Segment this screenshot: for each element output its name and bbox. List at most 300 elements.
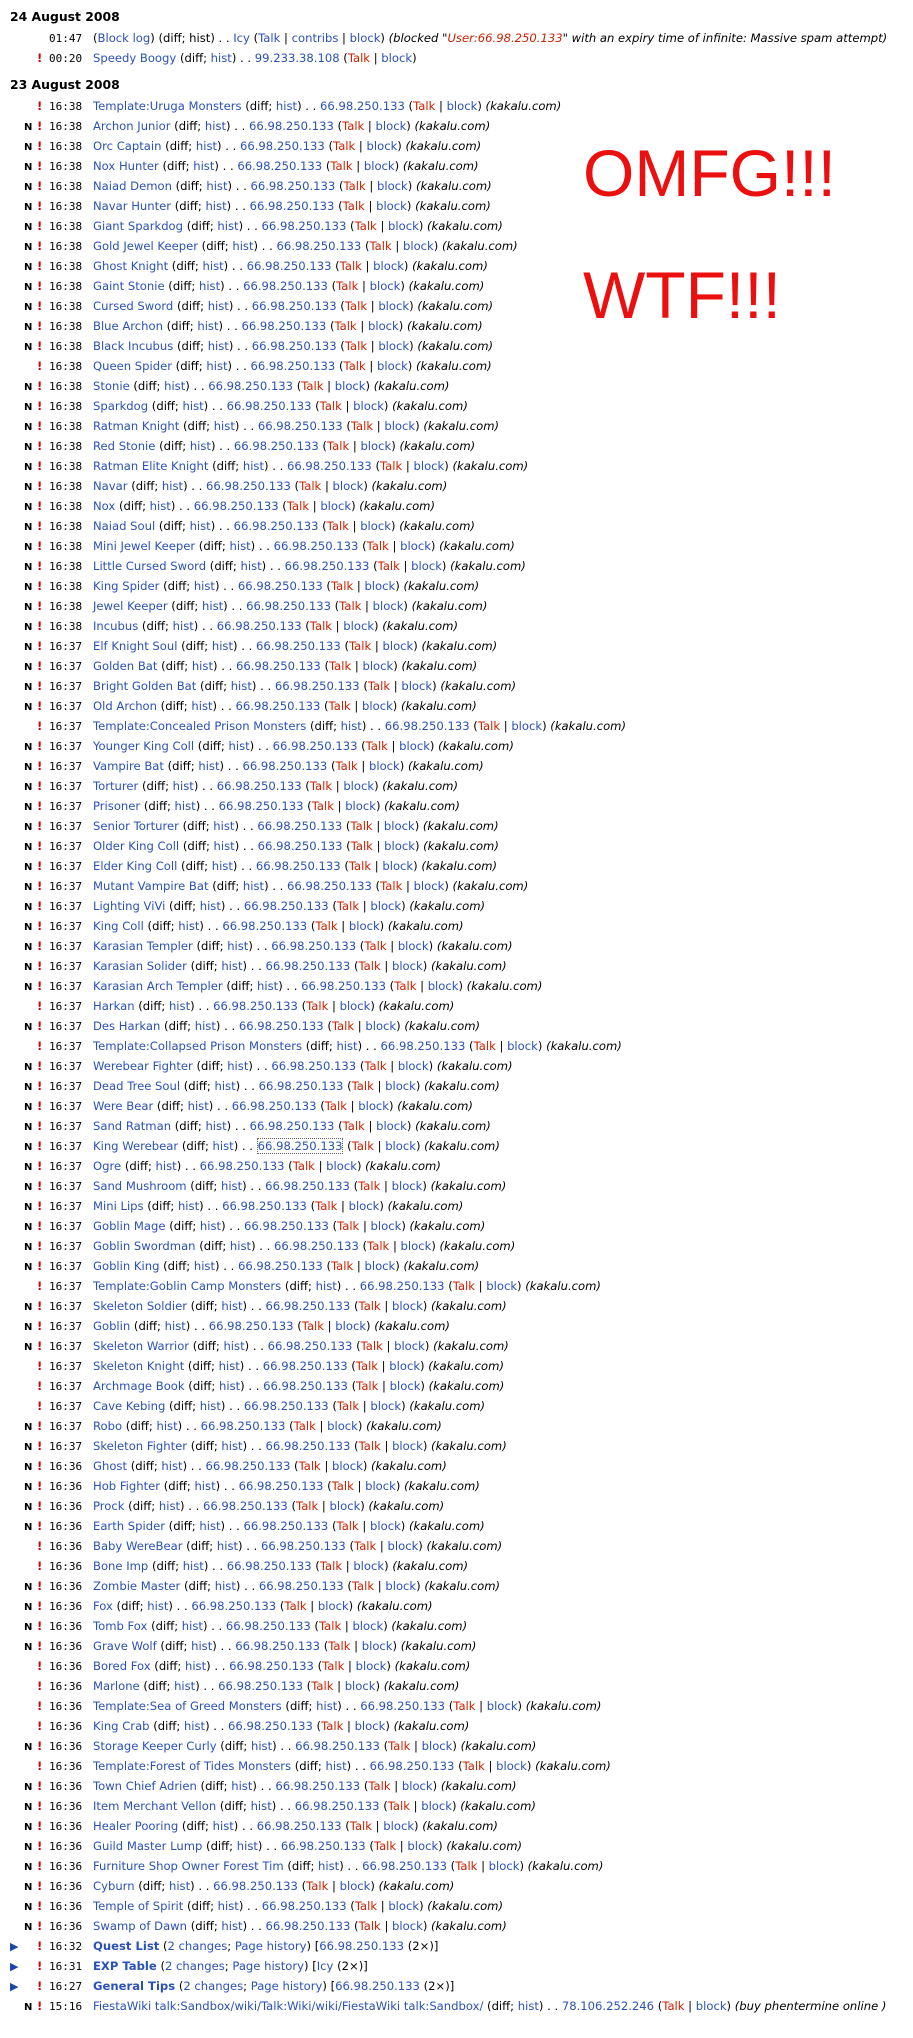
user-link[interactable]: 66.98.250.133 xyxy=(213,999,298,1013)
block-link[interactable]: block xyxy=(343,619,375,633)
hist-link[interactable]: hist xyxy=(211,639,233,653)
page-link[interactable]: Goblin xyxy=(93,1319,131,1333)
block-link[interactable]: block xyxy=(397,1059,429,1073)
hist-link[interactable]: hist xyxy=(229,539,251,553)
block-link[interactable]: block xyxy=(377,359,408,373)
talk-link[interactable]: Talk xyxy=(306,1879,329,1893)
user-link[interactable]: 66.98.250.133 xyxy=(261,1899,347,1913)
talk-link[interactable]: Talk xyxy=(462,1759,485,1773)
hist-link[interactable]: hist xyxy=(189,439,211,453)
hist-link[interactable]: hist xyxy=(182,399,204,413)
talk-link[interactable]: Talk xyxy=(337,1219,360,1233)
user-link[interactable]: 66.98.250.133 xyxy=(226,1559,312,1573)
user-link[interactable]: 66.98.250.133 xyxy=(199,1159,285,1173)
block-link[interactable]: block xyxy=(372,599,404,613)
block-link[interactable]: block xyxy=(413,459,445,473)
talk-link[interactable]: Talk xyxy=(347,51,371,65)
talk-link[interactable]: Talk xyxy=(299,479,322,493)
hist-link[interactable]: hist xyxy=(202,599,224,613)
user-link[interactable]: 66.98.250.133 xyxy=(228,1719,313,1733)
page-link[interactable]: Temple of Spirit xyxy=(93,1899,184,1913)
user-link[interactable]: 66.98.250.133 xyxy=(191,1599,277,1613)
block-link[interactable]: block xyxy=(334,379,366,393)
block-link[interactable]: block xyxy=(352,1619,384,1633)
talk-link[interactable]: Talk xyxy=(473,1039,496,1053)
page-link[interactable]: Swamp of Dawn xyxy=(93,1919,188,1933)
block-link[interactable]: block xyxy=(507,1039,538,1053)
user-link[interactable]: 66.98.250.133 xyxy=(262,1359,348,1373)
user-link[interactable]: 66.98.250.133 xyxy=(257,819,343,833)
hist-link[interactable]: hist xyxy=(212,1139,234,1153)
user-link[interactable]: 66.98.250.133 xyxy=(238,1019,324,1033)
hist-link[interactable]: hist xyxy=(250,1739,273,1753)
hist-link[interactable]: hist xyxy=(517,1999,539,2013)
talk-link[interactable]: Talk xyxy=(413,99,436,113)
talk-link[interactable]: Talk xyxy=(315,1199,338,1213)
block-link[interactable]: block xyxy=(421,1799,452,1813)
page-link[interactable]: Bone Imp xyxy=(93,1559,149,1573)
hist-link[interactable]: hist xyxy=(217,1899,239,1913)
page-link[interactable]: Archmage Book xyxy=(93,1379,185,1393)
talk-link[interactable]: Talk xyxy=(284,1599,307,1613)
block-link[interactable]: block xyxy=(353,1559,385,1573)
talk-link[interactable]: Talk xyxy=(349,639,372,653)
hist-link[interactable]: hist xyxy=(213,819,235,833)
hist-link[interactable]: hist xyxy=(199,1519,221,1533)
hist-link[interactable]: hist xyxy=(195,139,218,153)
page-link[interactable]: King Crab xyxy=(93,1719,150,1733)
talk-link[interactable]: Talk xyxy=(366,539,389,553)
hist-link[interactable]: hist xyxy=(212,1819,234,1833)
talk-link[interactable]: Talk xyxy=(394,979,417,993)
page-link[interactable]: Storage Keeper Curly xyxy=(93,1739,217,1753)
hist-link[interactable]: hist xyxy=(199,1399,221,1413)
block-link[interactable]: block xyxy=(401,679,433,693)
hist-link[interactable]: hist xyxy=(202,259,224,273)
talk-link[interactable]: Talk xyxy=(355,1359,378,1373)
user-link[interactable]: 66.98.250.133 xyxy=(229,1659,314,1673)
block-link[interactable]: block xyxy=(427,979,459,993)
talk-link[interactable]: Talk xyxy=(321,1719,344,1733)
hist-link[interactable]: hist xyxy=(318,1859,340,1873)
page-link[interactable]: Black Incubus xyxy=(93,339,174,353)
block-link[interactable]: block xyxy=(389,1379,421,1393)
block-link[interactable]: block xyxy=(383,819,415,833)
user-link[interactable]: 66.98.250.133 xyxy=(216,619,302,633)
hist-link[interactable]: hist xyxy=(211,859,233,873)
talk-link[interactable]: Talk xyxy=(309,619,332,633)
hist-link[interactable]: hist xyxy=(214,1079,236,1093)
block-link[interactable]: block xyxy=(400,539,431,553)
user-link[interactable]: 66.98.250.133 xyxy=(243,899,329,913)
block-link[interactable]: block xyxy=(384,839,415,853)
user-link[interactable]: 66.98.250.133 xyxy=(273,539,359,553)
talk-link[interactable]: Talk xyxy=(344,339,368,353)
talk-link[interactable]: Talk xyxy=(301,1319,324,1333)
talk-link[interactable]: Talk xyxy=(326,439,350,453)
talk-link[interactable]: Talk xyxy=(349,1819,372,1833)
block-link[interactable]: block xyxy=(400,1239,432,1253)
hist-link[interactable]: hist xyxy=(221,1919,243,1933)
talk-link[interactable]: Talk xyxy=(301,379,324,393)
hist-link[interactable]: hist xyxy=(182,1559,204,1573)
block-link[interactable]: block xyxy=(695,1999,727,2013)
talk-link[interactable]: Talk xyxy=(292,1159,315,1173)
talk-link[interactable]: Talk xyxy=(350,839,373,853)
block-link[interactable]: block xyxy=(361,1639,393,1653)
block-link[interactable]: block xyxy=(511,719,543,733)
page-link[interactable]: Template:Sea of Greed Monsters xyxy=(93,1699,282,1713)
page-link[interactable]: Harkan xyxy=(93,999,135,1013)
user-link[interactable]: 66.98.250.133 xyxy=(257,419,343,433)
block-link[interactable]: block xyxy=(370,1219,402,1233)
block-link[interactable]: block xyxy=(365,1019,397,1033)
talk-link[interactable]: Talk xyxy=(315,919,338,933)
page-link[interactable]: Furniture Shop Owner Forest Tim xyxy=(93,1859,284,1873)
user-link[interactable]: 66.98.250.133 xyxy=(255,859,341,873)
talk-link[interactable]: Talk xyxy=(356,1379,379,1393)
page-link[interactable]: Mini Jewel Keeper xyxy=(93,539,196,553)
talk-link[interactable]: Talk xyxy=(350,819,373,833)
user-link[interactable]: 66.98.250.133 xyxy=(251,339,337,353)
hist-link[interactable]: hist xyxy=(210,51,232,65)
page-link[interactable]: Younger King Coll xyxy=(93,739,195,753)
page-link[interactable]: Senior Torturer xyxy=(93,819,179,833)
hist-link[interactable]: hist xyxy=(158,1499,181,1513)
hist-link[interactable]: hist xyxy=(223,1339,245,1353)
hist-link[interactable]: hist xyxy=(316,1699,338,1713)
user-link[interactable]: 66.98.250.133 xyxy=(255,639,341,653)
hist-link[interactable]: hist xyxy=(221,959,243,973)
page-link[interactable]: Fox xyxy=(93,1599,113,1613)
page-link[interactable]: Skeleton Fighter xyxy=(93,1439,188,1453)
hist-link[interactable]: hist xyxy=(147,1599,169,1613)
talk-link[interactable]: Talk xyxy=(344,299,368,313)
hist-link[interactable]: hist xyxy=(242,459,264,473)
talk-link[interactable]: Talk xyxy=(331,1019,355,1033)
page-link[interactable]: Elf Knight Soul xyxy=(93,639,178,653)
user-link[interactable]: 66.98.250.133 xyxy=(193,499,279,513)
hist-link[interactable]: hist xyxy=(193,159,215,173)
hist-link[interactable]: hist xyxy=(221,1299,243,1313)
talk-link[interactable]: Talk xyxy=(452,1279,475,1293)
block-link[interactable]: block xyxy=(343,779,375,793)
talk-link[interactable]: Talk xyxy=(367,679,391,693)
page-link[interactable]: Template:Uruga Monsters xyxy=(93,99,242,113)
hist-link[interactable]: hist xyxy=(207,339,229,353)
hist-link[interactable]: hist xyxy=(199,899,221,913)
user-link[interactable]: 66.98.250.133 xyxy=(250,179,336,193)
user-link[interactable]: 78.106.252.246 xyxy=(561,1999,655,2013)
user-link[interactable]: 66.98.250.133 xyxy=(261,219,347,233)
user-link[interactable]: 66.98.250.133 xyxy=(202,1499,288,1513)
block-link[interactable]: block xyxy=(364,1259,396,1273)
hist-link[interactable]: hist xyxy=(214,1579,236,1593)
hist-link[interactable]: hist xyxy=(257,979,279,993)
log-link[interactable]: Block log xyxy=(97,31,151,45)
changes-link[interactable]: 2 changes xyxy=(167,1939,228,1953)
page-link[interactable]: Vampire Bat xyxy=(93,759,164,773)
block-link[interactable]: block xyxy=(335,1319,367,1333)
hist-link[interactable]: hist xyxy=(193,579,215,593)
user-link[interactable]: 66.98.250.133 xyxy=(319,1939,405,1953)
page-link[interactable]: General Tips xyxy=(93,1979,176,1993)
hist-link[interactable]: hist xyxy=(205,199,227,213)
hist-link[interactable]: hist xyxy=(184,1659,207,1673)
user-link[interactable]: 66.98.250.133 xyxy=(263,1379,348,1393)
talk-link[interactable]: Talk xyxy=(662,1999,685,2013)
user-tool-link-contribs[interactable]: contribs xyxy=(291,31,339,45)
talk-link[interactable]: Talk xyxy=(342,119,365,133)
user-link[interactable]: 66.98.250.133 xyxy=(235,1639,321,1653)
user-link[interactable]: 66.98.250.133 xyxy=(335,1979,420,1993)
hist-link[interactable]: hist xyxy=(189,519,211,533)
user-link[interactable]: 66.98.250.133 xyxy=(208,1319,294,1333)
block-link[interactable]: block xyxy=(384,419,416,433)
page-link[interactable]: Template:Forest of Tides Monsters xyxy=(93,1759,292,1773)
hist-link[interactable]: hist xyxy=(232,239,254,253)
block-link[interactable]: block xyxy=(413,879,445,893)
block-link[interactable]: block xyxy=(389,1359,421,1373)
user-link[interactable]: 66.98.250.133 xyxy=(251,299,337,313)
block-link[interactable]: block xyxy=(370,899,402,913)
user-link[interactable]: 66.98.250.133 xyxy=(276,239,362,253)
hist-link[interactable]: hist xyxy=(340,719,362,733)
hist-link[interactable]: hist xyxy=(149,499,171,513)
talk-link[interactable]: Talk xyxy=(365,739,388,753)
hist-link[interactable]: hist xyxy=(172,619,194,633)
hist-link[interactable]: hist xyxy=(198,279,221,293)
talk-link[interactable]: Talk xyxy=(328,699,351,713)
hist-link[interactable]: hist xyxy=(206,359,228,373)
talk-link[interactable]: Talk xyxy=(324,1099,347,1113)
user-link[interactable]: 66.98.250.133 xyxy=(250,359,336,373)
user-link[interactable]: 66.98.250.133 xyxy=(249,1119,335,1133)
block-link[interactable]: block xyxy=(332,1459,363,1473)
user-link[interactable]: 66.98.250.133 xyxy=(359,1279,445,1293)
talk-link[interactable]: Talk xyxy=(328,1639,351,1653)
page-link[interactable]: Sparkdog xyxy=(93,399,149,413)
page-link[interactable]: Earth Spider xyxy=(93,1519,165,1533)
user-link[interactable]: 66.98.250.133 xyxy=(237,159,323,173)
page-link[interactable]: Prock xyxy=(93,1499,125,1513)
user-link[interactable]: 66.98.250.133 xyxy=(271,939,357,953)
page-link[interactable]: Dead Tree Soul xyxy=(93,1079,181,1093)
hist-link[interactable]: hist xyxy=(213,419,235,433)
page-link[interactable]: Ratman Knight xyxy=(93,419,180,433)
talk-link[interactable]: Talk xyxy=(373,1839,397,1853)
hist-link[interactable]: hist xyxy=(183,1719,206,1733)
hist-link[interactable]: hist xyxy=(204,119,227,133)
user-link[interactable]: 66.98.250.133 xyxy=(380,1039,466,1053)
talk-link[interactable]: Talk xyxy=(298,1459,321,1473)
talk-link[interactable]: Talk xyxy=(311,799,334,813)
block-link[interactable]: block xyxy=(354,1719,386,1733)
user-link[interactable]: 66.98.250.133 xyxy=(256,1819,342,1833)
hist-link[interactable]: hist xyxy=(181,1619,203,1633)
user-link[interactable]: 66.98.250.133 xyxy=(213,1879,298,1893)
page-link[interactable]: Des Harkan xyxy=(93,1019,161,1033)
user-link[interactable]: 66.98.250.133 xyxy=(231,1099,317,1113)
page-link[interactable]: Robo xyxy=(93,1419,123,1433)
talk-link[interactable]: Talk xyxy=(354,219,377,233)
block-link[interactable]: block xyxy=(388,219,419,233)
hist-link[interactable]: hist xyxy=(191,1639,213,1653)
page-link[interactable]: Quest List xyxy=(93,1939,160,1953)
hist-link[interactable]: hist xyxy=(174,1679,196,1693)
talk-link[interactable]: Talk xyxy=(339,259,362,273)
block-link[interactable]: block xyxy=(360,519,391,533)
talk-link[interactable]: Talk xyxy=(477,719,501,733)
page-link[interactable]: Karasian Templer xyxy=(93,939,193,953)
hist-link[interactable]: hist xyxy=(216,1539,239,1553)
user-link[interactable]: 66.98.250.133 xyxy=(295,1739,380,1753)
hist-link[interactable]: hist xyxy=(227,1059,249,1073)
page-link[interactable]: Navar xyxy=(93,479,128,493)
talk-link[interactable]: Talk xyxy=(364,1059,387,1073)
page-link[interactable]: Skeleton Knight xyxy=(93,1359,185,1373)
page-history-link[interactable]: Page history xyxy=(232,1959,304,1973)
block-link[interactable]: block xyxy=(327,1419,358,1433)
hist-link[interactable]: hist xyxy=(250,1799,272,1813)
user-link[interactable]: 66.98.250.133 xyxy=(237,579,323,593)
hist-link[interactable]: hist xyxy=(217,219,239,233)
talk-link[interactable]: Talk xyxy=(322,1659,345,1673)
page-link[interactable]: Karasian Solider xyxy=(93,959,187,973)
user-link[interactable]: 66.98.250.133 xyxy=(260,1539,346,1553)
page-link[interactable]: Werebear Fighter xyxy=(93,1059,193,1073)
user-link[interactable]: 66.98.250.133 xyxy=(244,1219,329,1233)
talk-link[interactable]: Talk xyxy=(306,999,329,1013)
talk-link[interactable]: Talk xyxy=(388,1739,411,1753)
block-link[interactable]: block xyxy=(392,1919,423,1933)
block-link[interactable]: block xyxy=(363,159,395,173)
talk-link[interactable]: Talk xyxy=(319,399,342,413)
user-link[interactable]: 66.98.250.133 xyxy=(265,1919,351,1933)
hist-link[interactable]: hist xyxy=(191,659,213,673)
user-link[interactable]: 66.98.250.133 xyxy=(301,979,386,993)
talk-link[interactable]: Talk xyxy=(364,939,387,953)
talk-link[interactable]: Talk xyxy=(333,139,356,153)
hist-link[interactable]: hist xyxy=(230,679,252,693)
hist-link[interactable]: hist xyxy=(178,919,200,933)
talk-link[interactable]: Talk xyxy=(354,1539,377,1553)
page-link[interactable]: Nox Hunter xyxy=(93,159,159,173)
page-link[interactable]: Gold Jewel Keeper xyxy=(93,239,198,253)
user-link[interactable]: 66.98.250.133 xyxy=(272,739,358,753)
user-link[interactable]: 66.98.250.133 xyxy=(246,599,331,613)
hist-link[interactable]: hist xyxy=(227,939,249,953)
page-link[interactable]: Ratman Elite Knight xyxy=(93,459,209,473)
user-link[interactable]: 66.98.250.133 xyxy=(284,559,370,573)
block-link[interactable]: block xyxy=(421,1739,453,1753)
user-link[interactable]: 66.98.250.133 xyxy=(274,1239,359,1253)
block-link[interactable]: block xyxy=(326,1159,357,1173)
user-link[interactable]: 66.98.250.133 xyxy=(243,1519,329,1533)
block-link[interactable]: block xyxy=(383,1819,415,1833)
page-link[interactable]: Incubus xyxy=(93,619,139,633)
changes-link[interactable]: 2 changes xyxy=(164,1959,225,1973)
user-link[interactable]: 66.98.250.133 xyxy=(200,1419,286,1433)
user-link[interactable]: 66.98.250.133 xyxy=(218,1679,303,1693)
page-link[interactable]: Naiad Soul xyxy=(93,519,156,533)
page-link[interactable]: Template:Goblin Camp Monsters xyxy=(93,1279,282,1293)
page-link[interactable]: Zombie Master xyxy=(93,1579,181,1593)
page-link[interactable]: Old Archon xyxy=(93,699,157,713)
hist-link[interactable]: hist xyxy=(228,739,250,753)
talk-link[interactable]: Talk xyxy=(342,199,365,213)
user-link[interactable]: 66.98.250.133 xyxy=(246,259,332,273)
page-link[interactable]: Jewel Keeper xyxy=(93,599,168,613)
talk-link[interactable]: Talk xyxy=(367,1239,390,1253)
block-link[interactable]: block xyxy=(486,1699,518,1713)
talk-link[interactable]: Talk xyxy=(351,1079,374,1093)
user-link[interactable]: 66.98.250.133 xyxy=(222,1199,307,1213)
talk-link[interactable]: Talk xyxy=(358,1919,381,1933)
talk-link[interactable]: Talk xyxy=(358,1179,381,1193)
page-link[interactable]: Template:Collapsed Prison Monsters xyxy=(93,1039,303,1053)
page-link[interactable]: Goblin Swordman xyxy=(93,1239,196,1253)
page-link[interactable]: Healer Pooring xyxy=(93,1819,179,1833)
hist-link[interactable]: hist xyxy=(218,1359,240,1373)
block-link[interactable]: block xyxy=(403,239,434,253)
block-link[interactable]: block xyxy=(370,1399,402,1413)
talk-link[interactable]: Talk xyxy=(330,579,354,593)
hist-link[interactable]: hist xyxy=(168,1879,191,1893)
block-link[interactable]: block xyxy=(407,1839,439,1853)
block-link[interactable]: block xyxy=(394,1339,425,1353)
page-link[interactable]: Lighting ViVi xyxy=(93,899,166,913)
hist-link[interactable]: hist xyxy=(193,1259,215,1273)
user-link[interactable]: 66.98.250.133 xyxy=(287,879,372,893)
page-history-link[interactable]: Page history xyxy=(250,1979,323,1993)
block-link[interactable]: block xyxy=(392,1439,423,1453)
page-link[interactable]: King Coll xyxy=(93,919,144,933)
hist-link[interactable]: hist xyxy=(242,879,265,893)
page-link[interactable]: Ogre xyxy=(93,1159,122,1173)
block-link[interactable]: block xyxy=(488,1859,520,1873)
talk-link[interactable]: Talk xyxy=(331,1259,354,1273)
block-link[interactable]: block xyxy=(320,499,352,513)
user-link[interactable]: 66.98.250.133 xyxy=(226,399,312,413)
user-link[interactable]: 66.98.250.133 xyxy=(243,279,328,293)
page-link[interactable]: Stonie xyxy=(93,379,130,393)
page-link[interactable]: Red Stonie xyxy=(93,439,156,453)
block-link[interactable]: block xyxy=(446,99,478,113)
block-link[interactable]: block xyxy=(344,1679,376,1693)
user-link[interactable]: 66.98.250.133 xyxy=(243,1399,329,1413)
hist-link[interactable]: hist xyxy=(194,1479,216,1493)
page-link[interactable]: Baby WereBear xyxy=(93,1539,183,1553)
hist-link[interactable]: hist xyxy=(206,179,228,193)
user-link[interactable]: 66.98.250.133 xyxy=(222,919,308,933)
page-link[interactable]: Skeleton Warrior xyxy=(93,1339,190,1353)
user-link[interactable]: 66.98.250.133 xyxy=(280,1839,366,1853)
user-link[interactable]: 66.98.250.133 xyxy=(275,1779,361,1793)
hist-link[interactable]: hist xyxy=(325,1759,347,1773)
user-link[interactable]: 66.98.250.133 xyxy=(265,1299,351,1313)
user-link[interactable]: 66.98.250.133 xyxy=(362,1859,447,1873)
hist-link[interactable]: hist xyxy=(231,1779,253,1793)
talk-link[interactable]: Talk xyxy=(335,759,358,773)
user-link[interactable]: 66.98.250.133 xyxy=(235,699,321,713)
hist-link[interactable]: hist xyxy=(161,1459,183,1473)
block-link[interactable]: block xyxy=(368,759,400,773)
hist-link[interactable]: hist xyxy=(213,839,235,853)
hist-link[interactable]: hist xyxy=(172,779,194,793)
block-link[interactable]: block xyxy=(358,1099,390,1113)
talk-link[interactable]: Talk xyxy=(336,279,359,293)
